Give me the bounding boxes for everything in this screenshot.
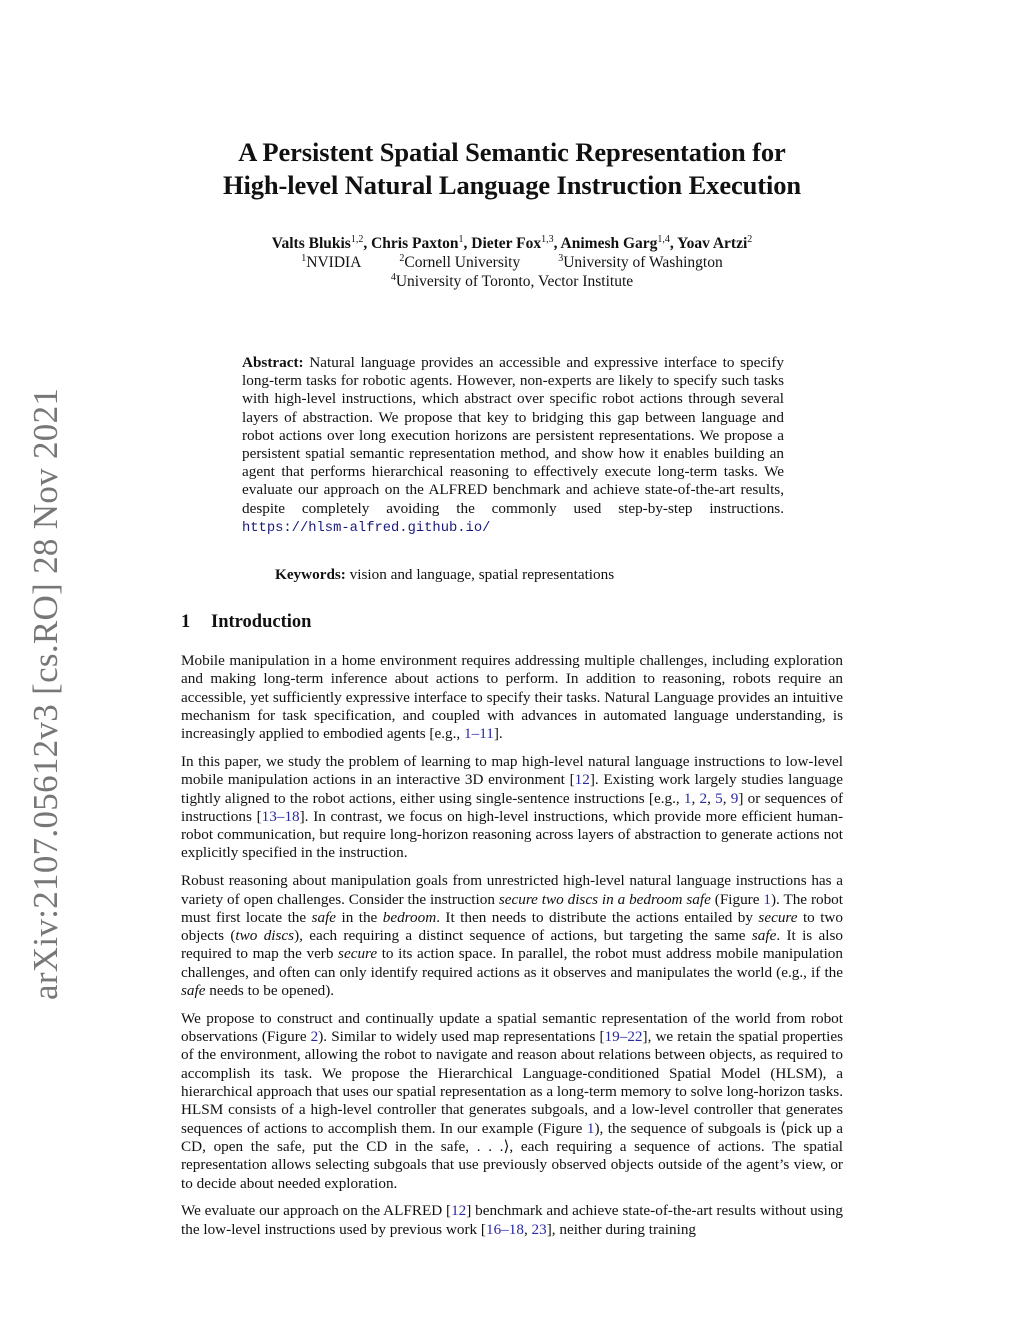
citation-link[interactable]: 5 xyxy=(715,789,723,807)
author-name: Animesh Garg xyxy=(560,235,658,252)
paragraph-5: We evaluate our approach on the ALFRED [12] benchmark and achieve state-of-the-art results without using the low-level instructions used by previous work [16–18, 23], neither during training xyxy=(181,1202,843,1238)
author-names: Valts Blukis$^{1,2}$, Chris Paxton$^1$, Dieter Fox$^{1,3}$, Animesh Garg$^{1,4}$, Yoav Artzi$^2$ xyxy=(271,233,753,252)
citation-link[interactable]: 12 xyxy=(574,771,590,789)
citation-link[interactable]: 13–18 xyxy=(261,807,300,825)
author-name: Yoav Artzi xyxy=(677,235,748,252)
arxiv-identifier-stamp: arXiv:2107.05612v3 [cs.RO] 28 Nov 2021 xyxy=(26,387,65,1000)
affiliation-number: 1 xyxy=(301,252,307,264)
affiliation-name: University of Toronto, Vector Institute xyxy=(395,273,634,290)
citation-link[interactable]: 16–18 xyxy=(485,1220,524,1238)
paragraph-2: In this paper, we study the problem of learning to map high-level natural language instructions to low-level mobile manipulation actions in an interactive 3D environment [12]. Existing work largely studies language tightly aligned to the robot actions, either using single-sentence instructions [e.g., 1, 2, 5, 9] or sequences of instructions [13–18]. In contrast, we focus on high-level instructions, which provide more efficient human-robot communication, but require long-horizon reasoning across layers of abstraction to generate actions not explicitly specified in the instruction. xyxy=(181,752,844,862)
abstract-text: Natural language provides an accessible and expressive interface to specify long-term tasks for robotic agents. However, non-experts are likely to specify such tasks with high-level instructions, which abstract over specific robot actions through several layers of abstraction. We propose that key to bridging this gap between language and robot actions over long execution horizons are persistent representations. We propose a persistent spatial semantic representation method, and show how it enables building an agent that performs hierarchical reasoning to effectively execute long-term tasks. We evaluate our approach on the ALFRED benchmark and achieve state-of-the-art results, despite completely avoiding the commonly used step-by-step instructions. xyxy=(242,354,785,517)
keywords-label: Keywords: xyxy=(275,566,346,583)
paragraph-4: We propose to construct and continually update a spatial semantic representation of the world from robot observations (Figure 2). Similar to widely used map representations [19–22], we retain the spatial properties of the environment, allowing the robot to navigate and reason about relations between objects, as required to accomplish its task. We propose the Hierarchical Language-conditioned Spatial Model (HLSM), a hierarchical approach that uses our spatial representation as a long-term memory to solve long-horizon tasks. HLSM consists of a high-level controller that generates subgoals, and a low-level controller that generates sequences of actions to accomplish them. In our example (Figure 1), the sequence of subgoals is ⟨pick up a CD, open the safe, put the CD in the safe, . . .⟩, each requiring a sequence of actions. The spatial representation allows selecting subgoals that use previously observed objects outside of the agent’s view, or to decide about needed exploration. xyxy=(181,1009,844,1192)
affiliation-number: 3 xyxy=(558,252,564,264)
author-affiliation-marker: 1,3 xyxy=(541,233,554,245)
citation-link[interactable]: 19–22 xyxy=(604,1028,643,1046)
abstract xyxy=(242,354,784,538)
project-url-link[interactable]: https://hlsm-alfred.github.io/ xyxy=(242,520,491,536)
introduction-body xyxy=(181,652,843,1248)
abstract-label: Abstract: xyxy=(242,354,304,371)
section-heading-introduction xyxy=(181,612,311,633)
citation-link[interactable]: 23 xyxy=(531,1220,547,1238)
affiliation-number: 4 xyxy=(390,271,396,283)
citation-link[interactable]: 9 xyxy=(730,789,739,807)
paper-title xyxy=(120,136,904,202)
figure-reference-link[interactable]: 1 xyxy=(586,1119,595,1137)
citation-link[interactable]: 2 xyxy=(699,789,708,807)
author-affiliation-marker: 1 xyxy=(458,233,464,245)
author-name: Dieter Fox xyxy=(471,235,542,252)
affiliation-name: NVIDIA xyxy=(306,254,362,271)
paragraph-1: Mobile manipulation in a home environment requires addressing multiple challenges, including exploration and making long-term inference about actions to perform. In addition to reasoning, robots require an accessible, yet sufficiently expressive interface to specify their tasks. Natural Language provides an intuitive mechanism for task specification, and coupled with advances in automated language understanding, is increasingly applied to embodied agents [e.g., 1–11]. xyxy=(181,652,843,743)
figure-reference-link[interactable]: 2 xyxy=(310,1028,319,1046)
author-affiliation-marker: 1,2 xyxy=(350,233,364,245)
author-name: Chris Paxton xyxy=(371,235,459,252)
title-line-2: High-level Natural Language Instruction Execution xyxy=(222,170,802,200)
section-number: 1 xyxy=(181,612,191,632)
affiliations-row-2 xyxy=(150,272,874,291)
section-title: Introduction xyxy=(211,612,312,632)
affiliation-name: Cornell University xyxy=(404,254,521,271)
affiliations-row-1 xyxy=(150,253,874,272)
citation-link[interactable]: 12 xyxy=(451,1202,467,1220)
keywords-line xyxy=(275,566,614,584)
keywords-text: vision and language, spatial representations xyxy=(349,566,615,583)
title-line-1: A Persistent Spatial Semantic Representation for xyxy=(238,137,786,167)
author-name: Valts Blukis xyxy=(271,235,351,252)
paragraph-3: Robust reasoning about manipulation goals from unrestricted high-level natural language instructions has a variety of open challenges. Consider the instruction secure two discs in a bedroom safe (Figure 1). The robot must first locate the safe in the bedroom. It then needs to distribute the actions entailed by secure to two objects (two discs), each requiring a distinct sequence of actions, but targeting the same safe. It is also required to map the verb secure to its action space. In parallel, the robot must address mobile manipulation challenges, and often can only identify required actions as it observes and manipulates the world (e.g., if the safe needs to be opened). xyxy=(181,872,844,1000)
figure-reference-link[interactable]: 1 xyxy=(763,890,771,908)
affiliation-number: 2 xyxy=(399,252,405,264)
author-affiliation-marker: 2 xyxy=(747,233,753,245)
affiliation-name: University of Washington xyxy=(563,254,723,271)
author-block xyxy=(150,234,874,291)
author-affiliation-marker: 1,4 xyxy=(657,233,670,245)
citation-link[interactable]: 1 xyxy=(683,789,692,807)
citation-link[interactable]: 1–11 xyxy=(464,725,494,743)
